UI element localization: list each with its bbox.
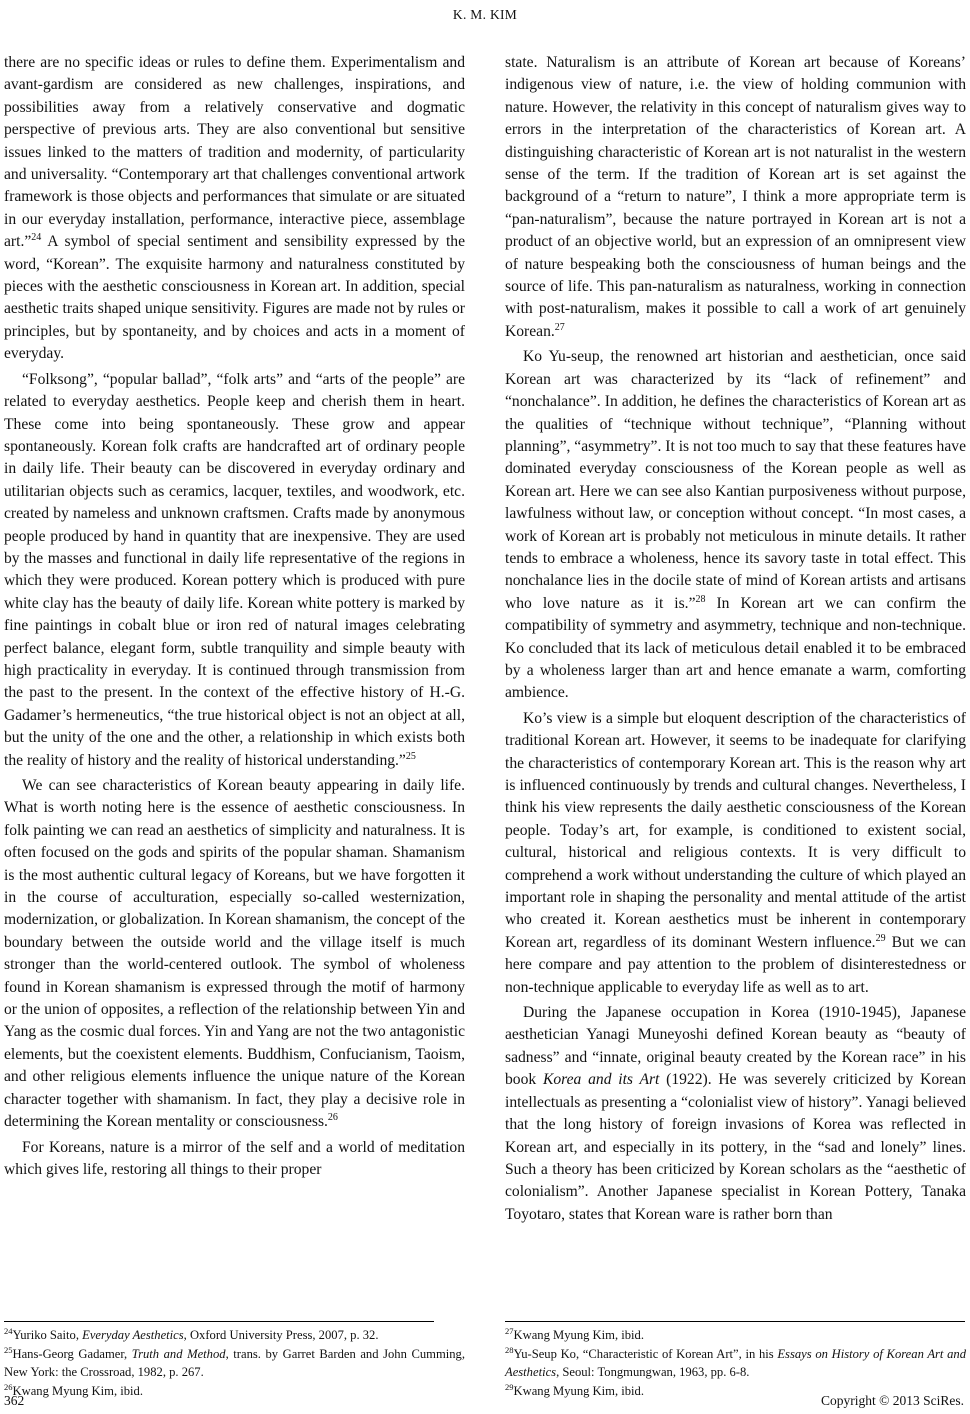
paragraph xyxy=(505,52,966,343)
footnote-title: Essays on History of Korean Art and Aesthetics xyxy=(505,1346,967,1380)
footnote-text: Yuriko Saito, xyxy=(12,1328,83,1342)
footnote-ref[interactable]: 24 xyxy=(31,232,42,244)
footnotes-right xyxy=(505,1326,966,1400)
footnote-title: Truth and Method xyxy=(131,1346,226,1361)
footnote-text: Yu-Seup Ko, “Characteristic of Korean Art”, in his xyxy=(513,1346,778,1361)
paragraph-text: A symbol of special sentiment and sensibility expressed by the word, “Korean”. The exquisite harmony and naturalness constituted by pieces with the aesthetic consciousness in Korean art. In addition, special aesthetic traits shaped unique sensitivity. Figures are made not by rules or principles, but by spontaneity, and by choices and acts in a moment of everyday. xyxy=(4,233,465,363)
footnotes-left xyxy=(4,1326,465,1400)
paragraph-text: state. Naturalism is an attribute of Korean art because of Koreans’ indigenous view of nature, i.e. the view of holding communion with nature. However, the relativity in this concept of naturalism gives way to errors in the interpretation of the characteristics of Korean art. A distinguishing characteristic of Korean art is not naturalist in the western sense of the term. If the tradition of Korean art is set against the background of a “return to nature”, I think a more appropriate term is “pan-naturalism”, because the nature portrayed in Korean art is not a product of an objective world, but an expression of an omnipresent view of nature bespeaking both the consciousness of human beings and the source of life. This pan-naturalism as naturalness, working in connection with post-naturalism, makes it possible to call a work of art genuinely Korean. xyxy=(505,54,966,340)
footnote-ref[interactable]: 26 xyxy=(327,1111,338,1123)
paragraph-text: Ko Yu-seup, the renowned art historian and aesthetician, once said Korean art was characterized by its “lack of refinement” and “nonchalance”. In addition, he defines the characteristics of Korean art as the qualities of “technique without technique”, “Planning without planning”, “asymmetry”. It is not too much to say that these features have dominated everyday consciousness of the Korean people as well as Korean art. Here we can see also Kantian purposiveness without purpose, lawfulness without law, or conception without concept. “In most cases, a work of Korean art is probably not meticulous in minute details. It rather tends to embrace a wholeness, hence its savory taste in total effect. This nonchalance lies in the docile state of mind of Korean artists and artisans who love nature as it is.” xyxy=(505,348,966,612)
paragraph-text: But we can here compare and pay attention to the problem of disinterestedness or non-technique applicable to everyday life as well as to art. xyxy=(505,933,966,996)
paragraph-text: Ko’s view is a simple but eloquent description of the characteristics of traditional Korean art. However, it seems to be inadequate for clarifying the characteristics of contemporary Korean art. This is the reason why art is influenced continuously by trends and cultural changes. Nevertheless, I think his view represents the daily aesthetic consciousness of the Korean people. Today’s art, for example, is conditioned to existent social, cultural, historical and religious contexts. It is very difficult to comprehend a work without understanding the culture of which played an important role in shaping the personality and mental attitude of the artist who created it. Korean aesthetics must be inherent in contemporary Korean art, regardless of its dominant Western influence. xyxy=(505,709,966,951)
footnote-text: Hans-Georg Gadamer, xyxy=(12,1346,132,1361)
paragraph xyxy=(4,1137,465,1182)
left-column xyxy=(4,52,465,1181)
right-column xyxy=(505,52,966,1226)
paragraph xyxy=(505,346,966,705)
paragraph-text: “Folksong”, “popular ballad”, “folk arts” and “arts of the people” are related to everyday aesthetics. People keep and cherish them in heart. These come into being spontaneously. These grow and appear spontaneously. Korean folk crafts are handcrafted art of ordinary people in daily life. Their beauty can be discovered in everyday ordinary and utilitarian objects such as ceramics, lacquer, textiles, and woodwork, etc. created by nameless and unknown craftsmen. Crafts made by anonymous people produced by hand in quantity that are inexpensive. They are used by the masses and functional in daily life representative of the regions in which they were produced. Korean pottery which is produced with pure white clay has the beauty of daily life. Korean white pottery is marked by fine paintings in cobalt blue or iron red of natural images celebrating perfect balance, elegant form, subtle tranquility and simple beauty with high practicality in everyday. It is continued through transmission from the past to the present. In the context of the effective history of H.-G. Gadamer’s hermeneutics, “the true historical object is not an object at all, but the unity of the one and the other, a relationship in which exists both the reality of history and the reality of historical understanding.” xyxy=(4,370,465,769)
footnote-ref[interactable]: 27 xyxy=(554,321,565,333)
footnote-number: 28 xyxy=(505,1344,514,1355)
paragraph xyxy=(505,708,966,999)
footnote-text: , Seoul: Tongmungwan, 1963, pp. 6-8. xyxy=(556,1365,750,1380)
paragraph xyxy=(4,52,465,366)
footnote-title: Everyday Aesthetics xyxy=(82,1328,184,1342)
paragraph xyxy=(505,1002,966,1226)
paragraph-text: In Korean art we can confirm the compatibility of symmetry and asymmetry, technique and non-technique. Ko concluded that its lack of meticulous detail enabled it to be embraced by a wholeness larger than art and hence emanate a warm, comforting ambience. xyxy=(505,594,966,702)
footnote-text: , trans. by Garret Barden and John Cumming, New York: the Crossroad, 1982, p. 267. xyxy=(4,1346,465,1380)
paragraph xyxy=(4,369,465,772)
footnote xyxy=(505,1326,966,1345)
footnote-ref[interactable]: 28 xyxy=(695,593,706,605)
paragraph-text: For Koreans, nature is a mirror of the self and a world of meditation which gives life, restoring all things to their proper xyxy=(4,1138,465,1178)
running-head: K. M. KIM xyxy=(452,7,518,22)
footnote-ref[interactable]: 29 xyxy=(875,932,886,944)
footnote xyxy=(4,1382,465,1401)
footnote-divider xyxy=(505,1321,965,1322)
footnote xyxy=(4,1326,465,1345)
footnote-number: 27 xyxy=(505,1325,514,1336)
footnote xyxy=(4,1345,465,1382)
page-number: 362 xyxy=(4,1393,25,1408)
footnote-text: Kwang Myung Kim, ibid. xyxy=(513,1383,644,1398)
footnote-text: Kwang Myung Kim, ibid. xyxy=(12,1383,143,1398)
paragraph-text: (1922). He was severely criticized by Korean intellectuals as presenting a “colonialist view of history”. Yanagi believed that the long history of foreign invasions of Korea was reflected in Korean art, and especially in its pottery, in the “sad and lonely” lines. Such a theory has been criticized by Korean scholars as the “aesthetic of colonialism”. Another Japanese specialist in Korean Pottery, Tanaka Toyotaro, states that Korean ware is rather born than xyxy=(505,1071,967,1223)
footnote-number: 29 xyxy=(505,1381,514,1392)
paragraph-text: We can see characteristics of Korean beauty appearing in daily life. What is worth noting here is the essence of aesthetic consciousness. In folk painting we can read an aesthetics of simplicity and naturalness. It is often focused on the gods and spirits of the popular shaman. Shamanism is the most authentic cultural legacy of Koreans, but we have forgotten it in the course of acculturation, especially so-called westernization, modernization, or globalization. In Korean shamanism, the concept of the boundary between the outside world and the village itself is much stronger than the world-centered outlook. The symbol of wholeness found in Korean shamanism is expressed through the motif of harmony or the union of opposites, a reflection of the relationship between Yin and Yang as the cosmic dual forces. Yin and Yang are not the two antagonistic elements, but the coexistent elements. Buddhism, Confucianism, Taoism, and other religious elements influence the unique nature of the Korean character together with shamanism. In fact, they play a decisive role in determining the Korean mentality or consciousness. xyxy=(4,777,465,1131)
footnote-divider xyxy=(4,1321,434,1322)
book-title: Korea and its Art xyxy=(542,1071,660,1089)
footnote-text: , Oxford University Press, 2007, p. 32. xyxy=(183,1328,379,1342)
footnote-number: 25 xyxy=(4,1344,13,1355)
footnote xyxy=(505,1345,966,1382)
paragraph xyxy=(4,775,465,1134)
footnote-ref[interactable]: 25 xyxy=(405,750,416,762)
footnote-number: 24 xyxy=(4,1325,13,1336)
paragraph-text: there are no specific ideas or rules to define them. Experimentalism and avant-gardism are considered as new challenges, inspirations, and possibilities away from a relatively conservative and dogmatic perspective of previous arts. They are also conventional but sensitive issues linked to the matters of tradition and modernity, of particularity and universality. “Contemporary art that challenges conventional artwork framework is those objects and performances that simulate or are situated in our everyday installation, performance, interactive piece, assemblage art.” xyxy=(4,54,465,251)
footnote-text: Kwang Myung Kim, ibid. xyxy=(513,1328,644,1342)
paragraph-text: During the Japanese occupation in Korea (1910-1945), Japanese aesthetician Yanagi Muneyoshi defined Korean beauty as “beauty of sadness” and “innate, original beauty created by the Korean race” in his book xyxy=(505,1004,966,1089)
footnote-number: 26 xyxy=(4,1381,13,1392)
copyright-notice: Copyright © 2013 SciRes. xyxy=(820,1393,964,1408)
